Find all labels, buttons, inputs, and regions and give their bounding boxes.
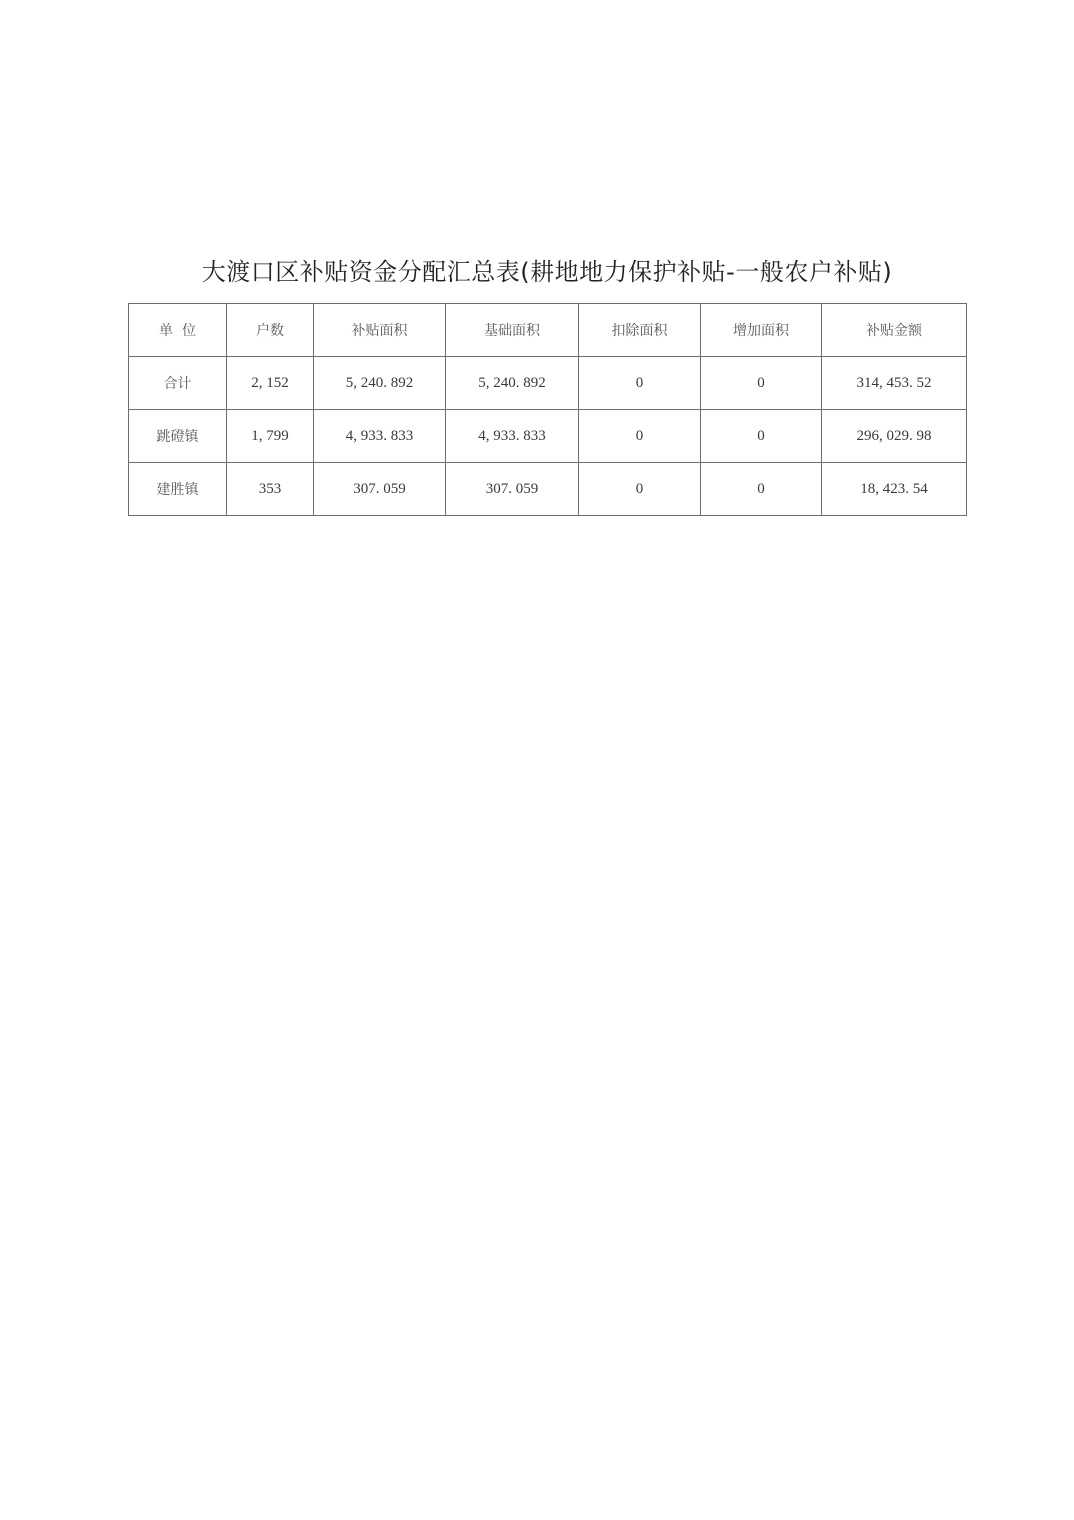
header-deducted-area: 扣除面积 [579,304,701,357]
cell-subsidy-area: 307. 059 [314,463,446,516]
header-unit: 单 位 [129,304,227,357]
cell-base-area: 5, 240. 892 [446,357,579,410]
cell-subsidy-amount: 18, 423. 54 [822,463,967,516]
cell-base-area: 307. 059 [446,463,579,516]
cell-added-area: 0 [701,410,822,463]
cell-households: 1, 799 [227,410,314,463]
header-households: 户数 [227,304,314,357]
cell-deducted-area: 0 [579,410,701,463]
header-added-area: 增加面积 [701,304,822,357]
cell-added-area: 0 [701,463,822,516]
cell-households: 2, 152 [227,357,314,410]
cell-unit: 跳磴镇 [129,410,227,463]
cell-households: 353 [227,463,314,516]
cell-added-area: 0 [701,357,822,410]
header-base-area: 基础面积 [446,304,579,357]
table-header-row [129,304,967,357]
table-row-jiansheng [129,463,967,516]
cell-deducted-area: 0 [579,357,701,410]
cell-subsidy-area: 4, 933. 833 [314,410,446,463]
document-title: 大渡口区补贴资金分配汇总表(耕地地力保护补贴-一般农户补贴) [201,258,893,286]
cell-unit: 建胜镇 [129,463,227,516]
table-row-tiaodeng [129,410,967,463]
cell-unit: 合计 [129,357,227,410]
header-subsidy-amount: 补贴金额 [822,304,967,357]
header-subsidy-area: 补贴面积 [314,304,446,357]
subsidy-summary-table [128,303,967,516]
table-row-total [129,357,967,410]
cell-subsidy-amount: 314, 453. 52 [822,357,967,410]
cell-deducted-area: 0 [579,463,701,516]
cell-subsidy-amount: 296, 029. 98 [822,410,967,463]
cell-base-area: 4, 933. 833 [446,410,579,463]
cell-subsidy-area: 5, 240. 892 [314,357,446,410]
